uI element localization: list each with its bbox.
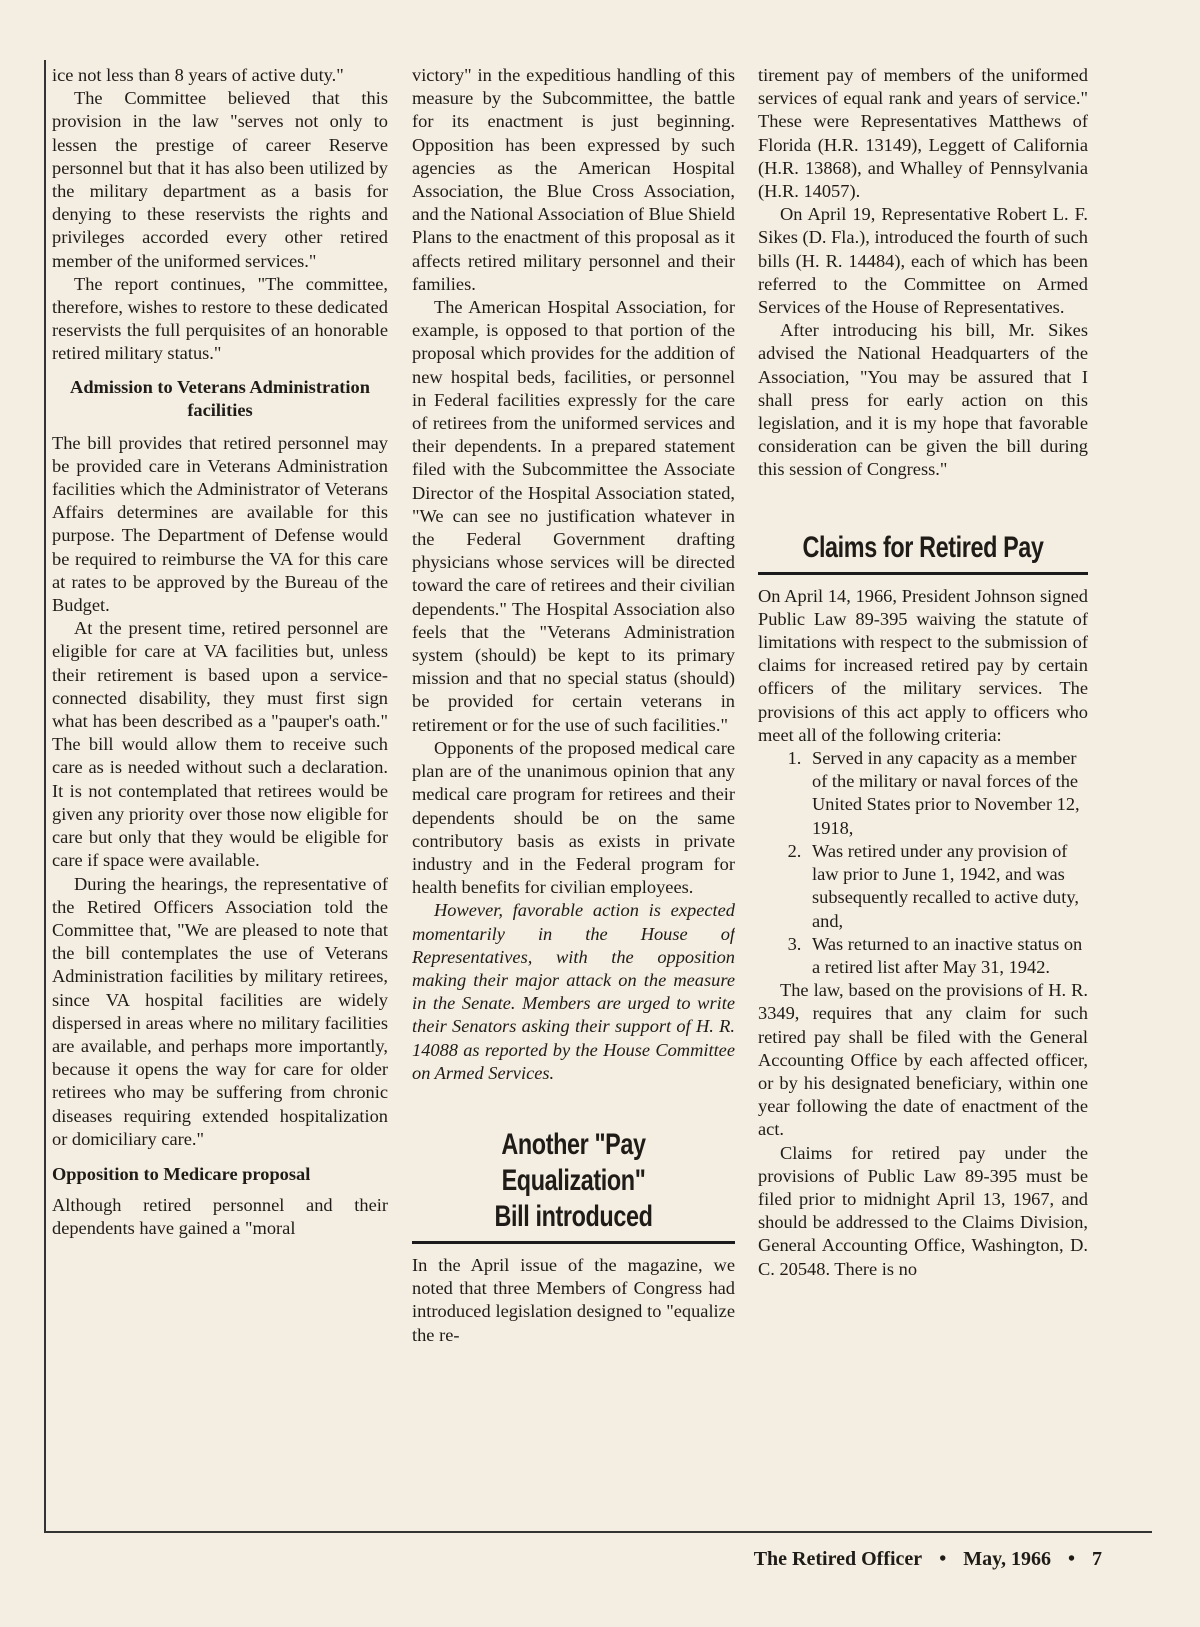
- list-item: 1. Served in any capacity as a member of the military or naval forces of the United States prior to November 12, 1918,: [806, 747, 1088, 840]
- issue-date: May, 1966: [963, 1548, 1051, 1570]
- paragraph: On April 14, 1966, President Johnson signed Public Law 89-395 waiving the statute of limitations with respect to the submission of claims for increased retired pay by certain officers of the military services. The provisions of this act apply to officers who meet all of the following criteria:: [758, 585, 1088, 745]
- article-heading: Claims for Retired Pay: [802, 530, 1044, 564]
- paragraph: Although retired personnel and their dependents have gained a "moral: [52, 1194, 388, 1239]
- section-subhead: Admission to Veterans Administration facilities: [70, 376, 370, 420]
- heading-rule: [412, 1241, 735, 1244]
- heading-line: Bill introduced: [494, 1199, 653, 1233]
- paragraph: Opponents of the proposed medical care plan are of the unanimous opinion that any medical care program for retirees and their dependents should be on the same contributory basis as exists in private industry and in the Federal program for health benefits for civilian employees.: [412, 737, 735, 898]
- paragraph: The report continues, "The committee, therefore, wishes to restore to these dedicated reservists the full perquisites of an honorable retired military status.": [52, 273, 388, 364]
- paragraph: victory" in the expeditious handling of this measure by the Subcommittee, the battle for its enactment is just beginning. Opposition has been expressed by such agencies as the American Hospital Association, the Blue Cross Association, and the National Association of Blue Shield Plans to the enactment of this proposal as it affects retired military personnel and their families.: [412, 65, 735, 294]
- heading-rule: [758, 572, 1088, 575]
- paragraph: The American Hospital Association, for example, is opposed to that portion of the proposal which provides for the addition of new hospital beds, facilities, or personnel in Federal facilities expressly for the care of retirees from the uniformed services and their dependents. In a prepared statement filed with the Subcommittee the Associate Director of the Hospital Association stated, "We can see no justification whatever in the Federal Government drafting physicians whose services will be directed toward the care of retirees and their civilian dependents." The Hospital Association also feels that the "Veterans Administration system (should) be kept to its primary mission and that no special status (should) be provided for certain veterans in retirement or for the use of such facilities.": [412, 297, 735, 735]
- list-item: 3. Was returned to an inactive status on a retired list after May 31, 1942.: [806, 933, 1088, 979]
- paragraph: At the present time, retired personnel are eligible for care at VA facilities but, unless their retirement is based upon a service-connected disability, they must first sign what has been described as a "pauper's oath." The bill would allow them to receive such care as is needed without such a declaration. It is not contemplated that retirees would be given any priority over those now eligible for care but only that they would be eligible for care if space were available.: [52, 618, 388, 871]
- page-footer: [748, 1546, 1108, 1572]
- heading-line: Another "Pay Equalization": [501, 1127, 646, 1197]
- article-heading: [448, 1127, 700, 1235]
- paragraph: The Committee believed that this provision in the law "serves not only to lessen the prestige of career Reserve personnel but that it has also been utilized by the military department as a basis for denying to these reservists the rights and privileges accorded every other retired member of the uniformed services.": [52, 88, 388, 271]
- paragraph: ice not less than 8 years of active duty.": [52, 65, 344, 85]
- paragraph: The law, based on the provisions of H. R. 3349, requires that any claim for such retired pay shall be filed with the General Accounting Office by each affected officer, or by his designated beneficiary, within one year following the date of enactment of the act.: [758, 980, 1088, 1140]
- section-subhead: Opposition to Medicare proposal: [52, 1163, 311, 1184]
- paragraph: tirement pay of members of the uniformed services of equal rank and years of service." These were Representatives Matthews of Florida (H.R. 13149), Leggett of California (H.R. 13868), and Whalley of Pennsylvania (H.R. 14057).: [758, 65, 1088, 202]
- criteria-list: [758, 747, 1088, 979]
- italic-paragraph: However, favorable action is expected momentarily in the House of Representatives, with the opposition making their major attack on the measure in the Senate. Members are urged to write their Senators asking their support of H. R. 14088 as reported by the House Committee on Armed Services.: [412, 900, 735, 1083]
- list-item: 2. Was retired under any provision of law prior to June 1, 1942, and was subsequently recalled to active duty, and,: [806, 840, 1088, 933]
- paragraph: The bill provides that retired personnel may be provided care in Veterans Administration facilities which the Administrator of Veterans Affairs determines are available for this purpose. The Department of Defense would be required to reimburse the VA for this care at rates to be approved by the Bureau of the Budget.: [52, 432, 388, 616]
- paragraph: After introducing his bill, Mr. Sikes advised the National Headquarters of the Association, "You may be assured that I shall press for early action on this legislation, and it is my hope that favorable consideration can be given the bill during this session of Congress.": [758, 320, 1088, 480]
- bullet-separator: •: [939, 1548, 947, 1570]
- page-number: 7: [1092, 1548, 1102, 1570]
- publication-name: The Retired Officer: [753, 1548, 923, 1570]
- paragraph: Claims for retired pay under the provisions of Public Law 89-395 must be filed prior to midnight April 13, 1967, and should be addressed to the Claims Division, General Accounting Office, Washington, D. C. 20548. There is no: [758, 1142, 1088, 1279]
- column-2: [412, 64, 735, 1528]
- column-1: [52, 64, 388, 1528]
- paragraph: On April 19, Representative Robert L. F. Sikes (D. Fla.), introduced the fourth of such bills (H. R. 14484), each of which has been referred to the Committee on Armed Services of the House of Representatives.: [758, 204, 1088, 318]
- paragraph: In the April issue of the magazine, we noted that three Members of Congress had introduced legislation designed to "equalize the re-: [412, 1254, 735, 1345]
- bullet-separator: •: [1067, 1548, 1075, 1570]
- column-3: [758, 64, 1088, 1528]
- paragraph: During the hearings, the representative of the Retired Officers Association told the Committee that, "We are pleased to note that the bill contemplates the use of Veterans Administration facilities by military retirees, since VA hospital facilities are widely dispersed in areas where no military facilities are available, and perhaps more importantly, because it opens the way for care for older retirees who may be suffering from chronic diseases requiring extended hospitalization or domiciliary care.": [52, 873, 388, 1149]
